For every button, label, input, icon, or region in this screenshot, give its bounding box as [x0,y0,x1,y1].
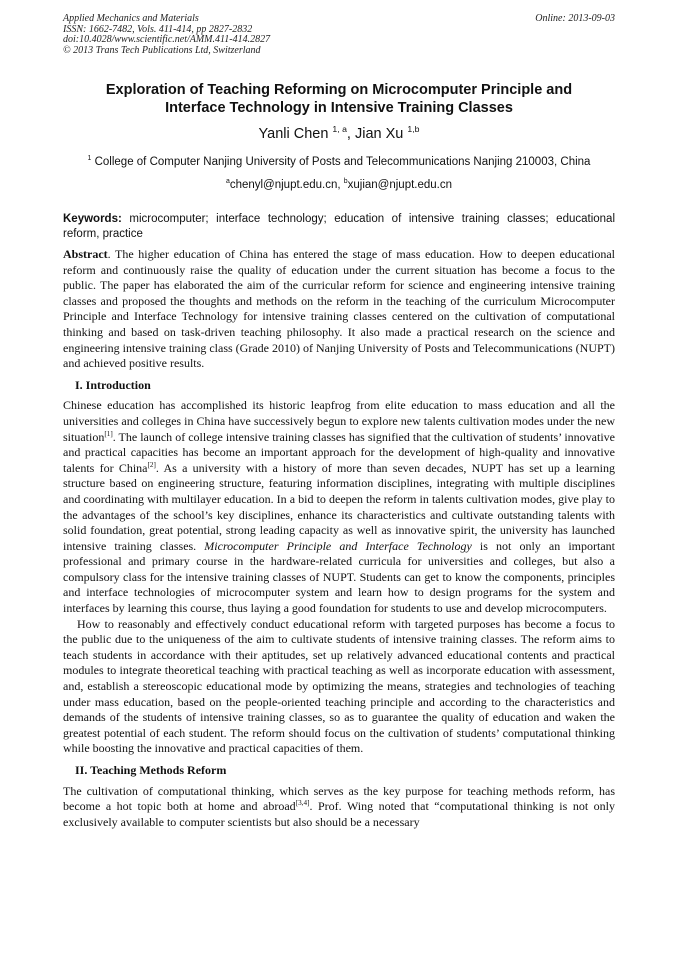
author-1-affil: 1, a [332,124,347,135]
methods-p1-text-a: The cultivation of computational thinking, which serves as the key purpose for teaching methods reform, has become a hot topic both at home and abroad [63,783,615,814]
citation-3-4: [3,4] [295,799,310,808]
email-a: chenyl@njupt.edu.cn, [229,179,344,191]
email-b-marker: b [343,178,348,186]
journal-name: Applied Mechanics and Materials [63,13,199,24]
author-list [63,125,615,143]
author-2: Jian Xu [354,126,404,142]
keywords [63,212,615,242]
citation-1: [1] [104,429,113,438]
paper-body [63,247,615,830]
section-heading-teaching-methods: II. Teaching Methods Reform [75,763,227,777]
email-b: xujian@njupt.edu.cn [347,179,453,191]
author-1: Yanli Chen [258,126,329,142]
methods-paragraph-1 [63,784,615,831]
citation-2: [2] [147,460,156,469]
keywords-label: Keywords: [63,213,122,225]
copyright-line: © 2013 Trans Tech Publications Ltd, Switzerland [63,44,261,56]
methods-p1-text-b: . Prof. Wing noted that “computational thinking is not only exclusively available to computer scientists but also should be a necessary [63,799,615,829]
intro-paragraph-1 [63,398,615,616]
intro-paragraph-2: How to reasonably and effectively conduct educational reform with targeted purposes has become a focus to the public due to the uniqueness of the aim to cultivate students of intensive training classes. The reform aims to teach students in accordance with their aptitudes, set up relatively advanced educational contents and practical modules to integrate theoretical teaching with practical teaching as well as incorporate education with assessment, and, establish a stereoscopic educational mode by optimizing the means, strategies and technologies of teaching under mass education, based on the people-oriented teaching principle and according to the characteristics and demands of the students of intensive training classes, so as to guarantee the quality of education and waken the greatest potential of each student. The reform should focus on the cultivation of students’ computational thinking while boosting the innovative and practical capacities of them. [63,616,615,756]
online-date: Online: 2013-09-03 [535,13,615,24]
intro-p1-text-b: . The launch of college intensive training classes has signified that the cultivation of students’ innovative and practical capacities has become an important approach for the development of high-quality and innovative talents for China [63,429,615,475]
author-separator: , [346,126,355,142]
author-2-affil: 1,b [407,124,420,135]
affiliation [63,156,615,169]
issn-line: ISSN: 1662-7482, Vols. 411-414, pp 2827-2832 [63,23,253,35]
abstract-label: Abstract [63,247,108,261]
intro-p1-text-d: is not only an important professional and primary course in the hardware-related curricula for universities and colleges, but also a compulsory class for the intensive training classes of NUPT. Students can get to know the components, principles and interface technologies of microcomputer system and learn how to design programs for the system and interfaces by learning this course, thus laying a good foundation for students to use and develop microcomputers. [63,538,615,616]
paper-title [63,81,615,117]
course-name: Microcomputer Principle and Interface Technology [204,538,472,553]
title-line-2: Interface Technology in Intensive Training Classes [165,100,513,116]
keywords-text: microcomputer; interface technology; education of intensive training classes; educational reform, practice [63,213,616,240]
title-line-1: Exploration of Teaching Reforming on Microcomputer Principle and [105,82,573,98]
intro-p1-text-a: Chinese education has accomplished its historic leapfrog from elite education to mass education and all the universities and colleges in China have successively begun to explore new talents cultivation modes under the new situation [63,398,615,444]
affiliation-marker: 1 [87,155,92,163]
abstract-text: . The higher education of China has entered the stage of mass education. How to deepen educational reform and continuously raise the quality of education under the current situation has become a focus to the public. The paper has elaborated the aim of the curricular reform for science and engineering intensive training classes and proposed the thoughts and methods on the reform in the teaching of the curriculum Microcomputer Principle and Interface Technology for intensive training classes centered on the cultivation of computational thinking and based on task-driven teaching philosophy. It also made a practical research on the science and engineering intensive training class (Grade 2010) of Nanjing University of Posts and Telecommunications (NUPT) and achieved positive results. [63,247,615,371]
section-heading-introduction: I. Introduction [75,377,151,392]
journal-header [63,14,615,56]
intro-p1-text-c: . As a university with a history of more than seven decades, NUPT has set up a learning structure based on engineering structure, featuring information disciplines, integrating with multiple disciplines and coordinating with multilayer education. In a bid to deepen the reform in talents cultivation modes, give play to the advantages of the school’s key disciplines, enhance its characteristics and cultivate outstanding talents with solid foundation, great potential, strong leading capacity as well as innovative spirit, the university has launched intensive training classes. [63,460,616,553]
abstract [63,247,615,372]
affiliation-text: College of Computer Nanjing University of Posts and Telecommunications Nanjing 210003, China [94,156,591,168]
email-a-marker: a [225,178,230,186]
author-emails [63,179,615,192]
doi-line: doi:10.4028/www.scientific.net/AMM.411-414.2827 [63,34,271,45]
